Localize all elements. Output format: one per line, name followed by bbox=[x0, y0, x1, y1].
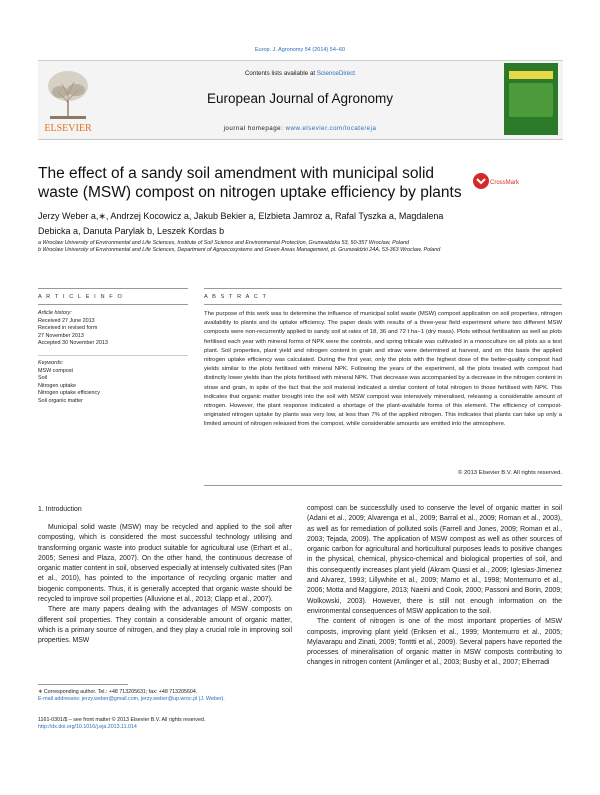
divider bbox=[204, 288, 562, 289]
homepage-link[interactable]: www.elsevier.com/locate/eja bbox=[285, 125, 377, 132]
history-item: Accepted 30 November 2013 bbox=[38, 340, 108, 346]
divider bbox=[38, 355, 188, 356]
keywords bbox=[38, 360, 188, 405]
abstract-copyright: © 2013 Elsevier B.V. All rights reserved. bbox=[458, 470, 562, 476]
article-history bbox=[38, 310, 188, 348]
keyword: Nitrogen uptake efficiency bbox=[38, 390, 100, 396]
article-title: The effect of a sandy soil amendment with municipal solid waste (MSW) compost on nitrogen uptake efficiency by plants bbox=[38, 165, 462, 201]
keyword: Soil bbox=[38, 375, 47, 381]
contents-availability bbox=[100, 70, 500, 77]
journal-homepage bbox=[100, 125, 500, 132]
affiliation-a: a Wroclaw University of Environmental and Life Sciences, Institute of Soil Science and Environmental Protection, Grunwaldzka 53, 50-357 Wroclaw, Poland bbox=[38, 240, 409, 246]
crossmark-label: CrossMark bbox=[490, 180, 520, 186]
issn-line: 1161-0301/$ – see front matter © 2013 Elsevier B.V. All rights reserved. bbox=[38, 717, 206, 723]
corresponding-author-note: ∗ Corresponding author. Tel.: +48 713205631; fax: +48 713205604. bbox=[38, 689, 198, 695]
journal-name: European Journal of Agronomy bbox=[206, 91, 394, 106]
left-column bbox=[38, 523, 292, 647]
right-column bbox=[307, 504, 562, 669]
crossmark-badge[interactable] bbox=[470, 170, 520, 192]
history-item: 27 November 2013 bbox=[38, 332, 84, 339]
history-label: Article history: bbox=[38, 310, 72, 316]
paragraph: The content of nitrogen is one of the most important properties of MSW composts, improving plant yield (Eriksen et al., 1999; Montemurro et al., 2005; Mylavarapu and Zinati, 2009; Tonttti et al., 2009). Several papers have reported the processes of mineralisation of organic matter in MSW composts contributing to changes in nitrogen content (Amlinger et al., 2003; Busby et al., 2007; Elherradi bbox=[307, 618, 562, 667]
contents-prefix: Contents lists available at bbox=[244, 70, 317, 77]
elsevier-logo bbox=[40, 62, 96, 136]
keyword: Nitrogen uptake bbox=[38, 382, 77, 389]
crossmark-icon bbox=[470, 170, 520, 192]
history-item: Received 27 June 2013 bbox=[38, 317, 95, 324]
abstract-text: The purpose of this work was to determine the influence of municipal solid waste (MSW) compost application on soil properties, nitrogen availability to plants and its uptake efficiency. The paper deals with results of a three-year field experiment where two different MSW composts were non-recurrently applied to sandy soil at rates of 18, 36 and 72 t ha−1 (dry mass). Plots without fertilisation as well as plots fertilised each year with mineral forms of NPK were the controls, and spring triticale was cultivated in a monoculture on all plots as a test plant. Soil properties, plant yield and nitrogen content in grain and straw were determined at harvest, and on this basis the applied nitrogen uptake efficiency was calculated. During the first year, only the plots with the highest dose of the better-quality compost had yields similar to the plots fertilised with mineral NPK. Following the years of the experiment, all the plots treated with compost had distinctly lower yields than the plots fertilised with mineral NPK. That decrease was accompanied by a decrease in the nitrogen content in straw and grain, in spite of the fact that the soil material indicated a similar content of total nitrogen to those fertilised with NPK. This indicates that organic matter brought into the soil with MSW compost was intensively mineralised, releasing a considerable amount of nitrogen. However, the plant response indicated a shortage of the plant-available forms of this element. The efficiency of compost-originated nitrogen uptake by plants was very low, at less than 7% of the applied nitrogen. This indicates that plants can take up only a limited amount of nitrogen released from the compost, while considerable amounts are emitted into the atmosphere. bbox=[204, 311, 562, 428]
elsevier-wordmark: ELSEVIER bbox=[44, 123, 92, 134]
divider bbox=[204, 485, 562, 486]
abstract-heading: A B S T R A C T bbox=[204, 294, 268, 300]
journal-cover-image bbox=[504, 63, 558, 135]
homepage-label: journal homepage: bbox=[223, 125, 286, 132]
divider bbox=[38, 304, 188, 305]
paragraph: There are many papers dealing with the advantages of MSW composts on different soil properties. They contain a considerable amount of organic matter, which is a primary source of nitrogen, and they play a crucial role in improving soil properties. MSW bbox=[38, 606, 292, 645]
keyword: Soil organic matter bbox=[38, 397, 83, 404]
history-item: Received in revised form bbox=[38, 325, 98, 331]
paragraph: Municipal solid waste (MSW) may be recycled and applied to the soil after composting, which is considered the most successful technology utilising and transforming organic waste into product suitable for agricultural use (Erhart et al., 2005; Senesi and Plaza, 2007). On the other hand, the continuous decrease of organic matter content in soil, observed especially at intensely cultivated sites (Pan et al., 2010), has pointed to the importance of recycling organic matter and biogenic components. Thus, it is generally accepted that organic waste should be recycled to improve soil properties (Alluvione et al., 2013; Clapp et al., 2007). bbox=[38, 524, 292, 604]
author-list: Jerzy Weber a,∗, Andrzej Kocowicz a, Jakub Bekier a, Elzbieta Jamroz a, Rafal Tyszka a, Magdalena Debicka a, Danuta Parylak b, Leszek Kordas b bbox=[38, 211, 444, 236]
introduction-heading: 1. Introduction bbox=[38, 506, 82, 513]
doi-link[interactable]: http://dx.doi.org/10.1016/j.eja.2013.11.014 bbox=[38, 724, 137, 731]
affiliations bbox=[38, 240, 563, 254]
publication-info bbox=[38, 717, 292, 731]
paragraph: compost can be successfully used to conserve the level of organic matter in soil (Adani et al., 2009; Alvarenga et al., 2009; Barral et al., 2009; Roman et al., 2003), as well as for remediation of polluted soils (Farrell and Jones, 2009; Roman et al., 2003; Tejada, 2009). The application of MSW compost as well as other sources of organic carbon for agricultural and horticultural purposes leads to positive changes in the physical, chemical, physico-chemical and biological properties of soil, and this consequently increases plant yield (Akram Quasi et al., 2009; Iglesias-Jimenez and Alvarez, 1993; Lillywhite et al., 2009; Mamo et al., 1998; Montemurro et al., 2006; Motta and Maggiore, 2013; Naeini and Cook, 2000; Passoni and Borin, 2009; Wolkowski, 2003). However, there is still not enough information on the environmental consequences of MSW application to the soil. bbox=[307, 505, 562, 615]
footnote-rule bbox=[38, 684, 128, 685]
divider bbox=[204, 304, 562, 305]
footnotes bbox=[38, 689, 292, 703]
email-addresses[interactable]: E-mail addresses: jerzy.weber@gmail.com, jerzy.weber@up.wroc.pl (J. Weber). bbox=[38, 696, 225, 703]
keywords-label: Keywords: bbox=[38, 360, 64, 366]
article-info-heading: A R T I C L E I N F O bbox=[38, 294, 124, 300]
sciencedirect-link[interactable]: ScienceDirect bbox=[316, 70, 356, 77]
keyword: MSW compost bbox=[38, 367, 74, 374]
journal-citation[interactable]: Europ. J. Agronomy 54 (2014) 54–60 bbox=[254, 47, 346, 53]
divider bbox=[38, 288, 188, 289]
affiliation-b: b Wroclaw University of Environmental and Life Sciences, Department of Agroecosystems and Green Areas Management, pl. Grunwaldzki 24A, 53-363 Wroclaw, Poland bbox=[38, 247, 441, 253]
